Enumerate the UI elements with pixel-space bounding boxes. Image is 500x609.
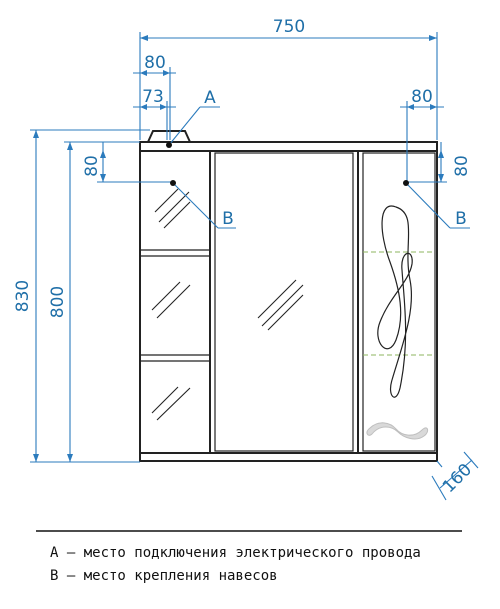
right-door xyxy=(358,151,437,453)
left-column xyxy=(140,151,210,453)
dim-socket-offset: 73 xyxy=(142,87,164,107)
callout-a: A xyxy=(204,88,216,108)
central-mirror xyxy=(210,151,358,453)
dim-top-left-offset: 80 xyxy=(144,53,166,73)
callout-b-right: B xyxy=(455,209,467,229)
callout-b-left: B xyxy=(222,209,234,229)
ornament xyxy=(378,206,412,397)
glass-reflection xyxy=(152,189,190,420)
dim-right-vertical-offset: 80 xyxy=(452,155,472,177)
legend-line-b: B – место крепления навесов xyxy=(50,568,278,584)
ornament-knot xyxy=(367,423,428,439)
dim-body-height: 800 xyxy=(48,285,68,319)
cabinet-outline xyxy=(140,131,437,461)
dim-depth: 160 xyxy=(438,459,477,498)
callout-leaders xyxy=(166,107,470,228)
dim-left-vertical-offset: 80 xyxy=(82,155,102,177)
dim-total-height: 830 xyxy=(13,279,33,313)
dim-right-offset: 80 xyxy=(411,87,433,107)
legend-line-a: A – место подключения электрического провода xyxy=(50,545,421,561)
lamp xyxy=(148,131,190,142)
dim-total-width: 750 xyxy=(272,17,306,37)
